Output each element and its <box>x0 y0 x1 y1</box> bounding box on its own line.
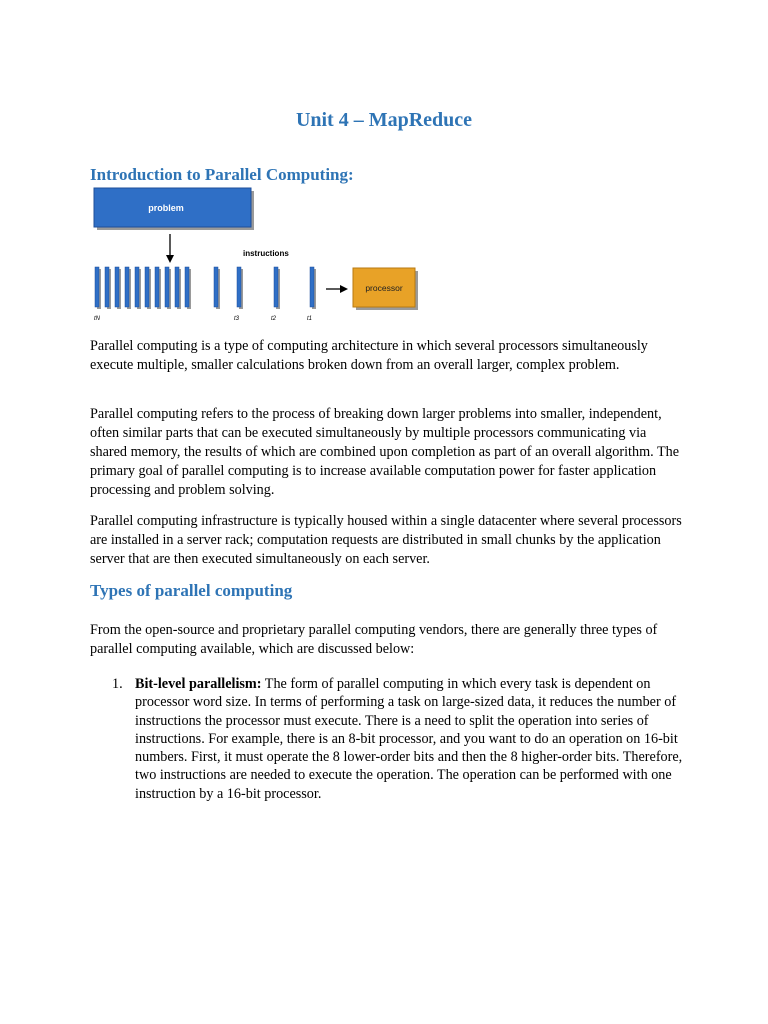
instruction-bar <box>185 267 189 307</box>
intro-paragraph-2: Parallel computing refers to the process of breaking down larger problems into smaller, independent, often similar parts that can be executed simultaneously by multiple processors communicating via shared memory, the results of which are combined upon completion as part of an overall algorithm. The primary goal of parallel computing is to increase available computation power for faster application processing and problem solving. <box>90 406 680 498</box>
list-number: 1. <box>112 676 123 692</box>
problem-label: problem <box>148 203 184 213</box>
instruction-bar <box>175 267 179 307</box>
right-arrow-head <box>340 285 348 293</box>
processor-label: processor <box>365 283 403 293</box>
instruction-bar-t3 <box>237 267 241 307</box>
instruction-bar <box>145 267 149 307</box>
instruction-bar <box>95 267 99 307</box>
instruction-bar <box>155 267 159 307</box>
instructions-label: instructions <box>243 249 289 258</box>
instruction-bar <box>105 267 109 307</box>
instruction-bar <box>165 267 169 307</box>
diagram-svg <box>90 186 430 326</box>
list-body <box>135 675 683 803</box>
intro-paragraph-1: Parallel computing is a type of computing architecture in which several processors simultaneously execute multiple, smaller calculations broken down from an overall larger, complex problem. <box>90 338 648 373</box>
instruction-bar <box>115 267 119 307</box>
time-label-t1: t1 <box>307 316 313 322</box>
section-heading-types: Types of parallel computing <box>90 581 293 600</box>
list-text: The form of parallel computing in which every task is dependent on processor word size. In terms of performing a task on large-sized data, it reduces the number of instructions the processor must execute. There is a need to split the operation into series of instructions. For example, there is an 8-bit processor, and you want to do an operation on 16-bit numbers. First, it must operate the 8 lower-order bits and then the 8 higher-order bits. Therefore, two instructions are needed to execute the operation. The operation can be performed with one instruction by a 16-bit processor. <box>135 676 683 802</box>
instruction-bar-t4 <box>214 267 218 307</box>
time-label-t3: t3 <box>234 316 240 322</box>
time-label-tN: tN <box>94 316 100 322</box>
section-heading-intro: Introduction to Parallel Computing: <box>90 165 354 184</box>
types-paragraph-1: From the open-source and proprietary parallel computing vendors, there are generally three types of parallel computing available, which are discussed below: <box>90 622 658 657</box>
down-arrow-head <box>166 255 174 263</box>
instruction-bar-t1 <box>310 267 314 307</box>
instruction-bar <box>125 267 129 307</box>
instruction-bar-group-tN <box>95 267 191 309</box>
time-label-t2: t2 <box>271 316 277 322</box>
instruction-bar-t2 <box>274 267 278 307</box>
parallel-computing-diagram <box>90 186 430 326</box>
list-term: Bit-level parallelism: <box>135 676 262 692</box>
page-title: Unit 4 – MapReduce <box>295 109 473 131</box>
intro-paragraph-3: Parallel computing infrastructure is typically housed within a single datacenter where several processors are installed in a server rack; computation requests are distributed in small chunks by the application server that are then executed simultaneously on each server. <box>90 513 682 567</box>
instruction-bar <box>135 267 139 307</box>
